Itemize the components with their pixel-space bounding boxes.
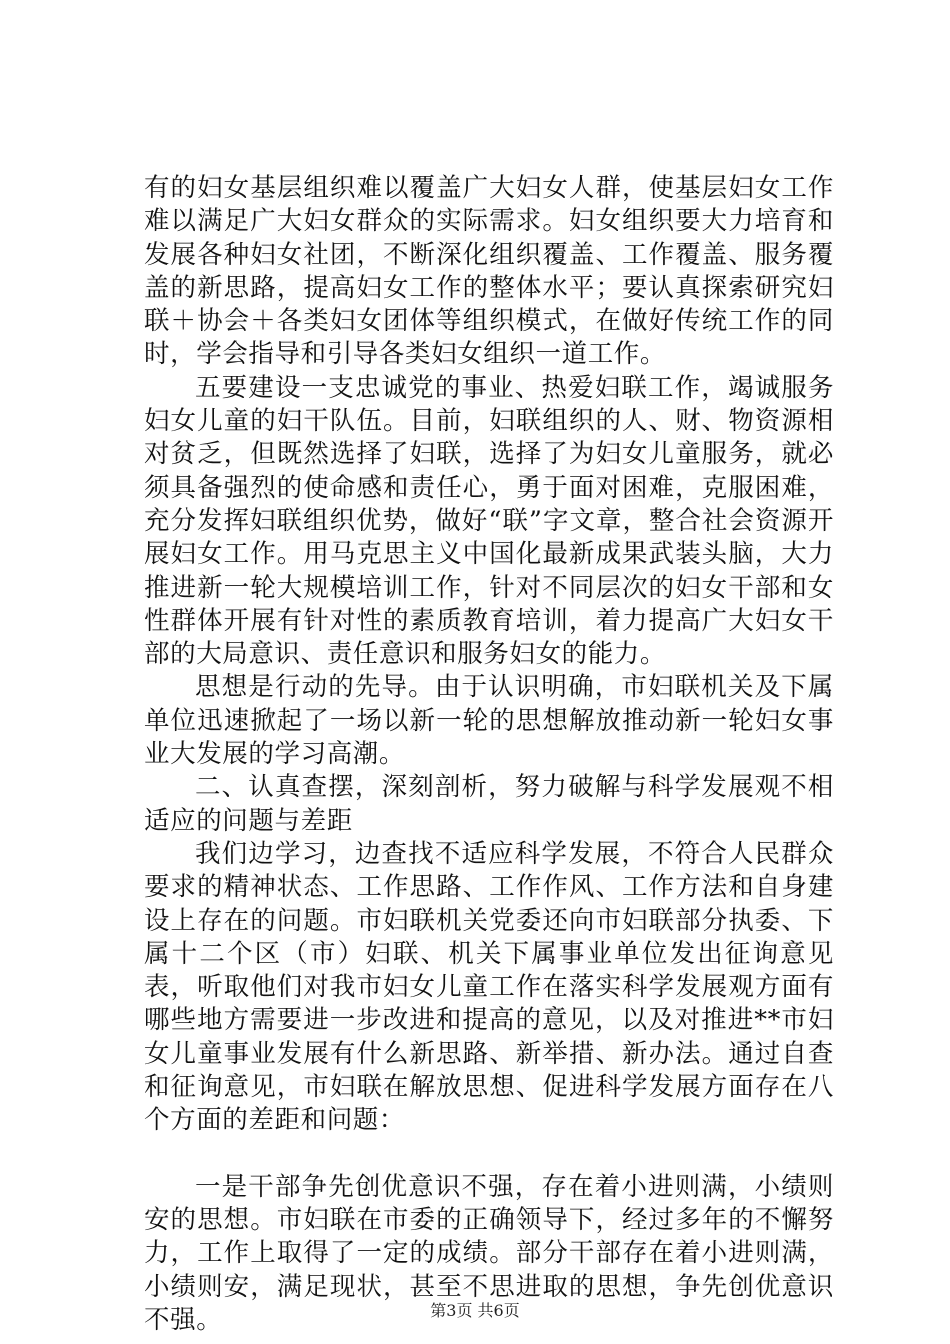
paragraph-self-examination: 我们边学习，边查找不适应科学发展，不符合人民群众要求的精神状态、工作思路、工作作风、工作方法和自身建设上存在的问题。市妇联机关党委还向市妇联部分执委、下属十二个区（市）妇联、机关下属事业单位发出征询意见表，听取他们对我市妇女儿童工作在落实科学发展观方面有哪些地方需要进一步改进和提高的意见，以及对推进**市妇女儿童事业发展有什么新思路、新举措、新办法。通过自查和征询意见，市妇联在解放思想、促进科学发展方面存在八个方面的差距和问题： [144, 838, 834, 1136]
paragraph-thought-guide: 思想是行动的先导。由于认识明确，市妇联机关及下属单位迅速掀起了一场以新一轮的思想解放推动新一轮妇女事业大发展的学习高潮。 [144, 672, 834, 770]
section-heading-two: 二、认真查摆，深刻剖析，努力破解与科学发展观不相适应的问题与差距 [144, 772, 834, 836]
paragraph-continuation: 有的妇女基层组织难以覆盖广大妇女人群，使基层妇女工作难以满足广大妇女群众的实际需求。妇女组织要大力培育和发展各种妇女社团，不断深化组织覆盖、工作覆盖、服务覆盖的新思路，提高妇女工作的整体水平；要认真探索研究妇联＋协会＋各类妇女团体等组织模式，在做好传统工作的同时，学会指导和引导各类妇女组织一道工作。 [144, 173, 834, 370]
paragraph-issue-one: 一是干部争先创优意识不强，存在着小进则满，小绩则安的思想。市妇联在市委的正确领导下，经过多年的不懈努力，工作上取得了一定的成绩。部分干部存在着小进则满，小绩则安，满足现状，甚至不思进取的思想，争先创优意识不强。 [144, 1171, 834, 1335]
page-number-footer: 第3页 共6页 [430, 1301, 520, 1320]
paragraph-point-five: 五要建设一支忠诚党的事业、热爱妇联工作，竭诚服务妇女儿童的妇干队伍。目前，妇联组织的人、财、物资源相对贫乏，但既然选择了妇联，选择了为妇女儿童服务，就必须具备强烈的使命感和责任心，勇于面对困难，克服困难，充分发挥妇联组织优势，做好“联”字文章，整合社会资源开展妇女工作。用马克思主义中国化最新成果武装头脑，大力推进新一轮大规模培训工作，针对不同层次的妇女干部和女性群体开展有针对性的素质教育培训，着力提高广大妇女干部的大局意识、责任意识和服务妇女的能力。 [144, 372, 834, 670]
paragraph-spacer [144, 1138, 834, 1171]
document-body [144, 172, 834, 1337]
